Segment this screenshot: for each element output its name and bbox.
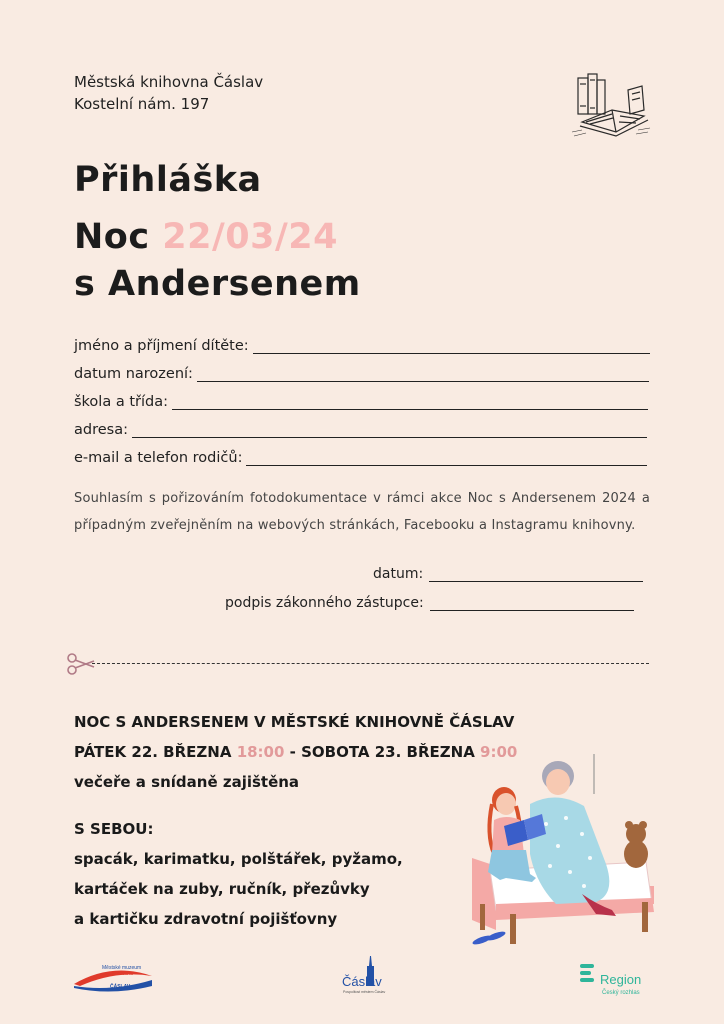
event-info: [74, 707, 517, 797]
field-label: škola a třída:: [74, 394, 168, 410]
caslav-logo: [340, 952, 392, 996]
field-label: adresa:: [74, 422, 128, 438]
event-schedule: [74, 737, 517, 767]
region-logo-text: Region: [600, 972, 642, 987]
bring-line: spacák, karimatku, polštářek, pyžamo,: [74, 850, 403, 868]
bring-heading: S SEBOU:: [74, 820, 154, 838]
end-day: SOBOTA 23. BŘEZNA: [301, 743, 475, 761]
meals-note: večeře a snídaně zajištěna: [74, 773, 300, 791]
start-time: 18:00: [236, 743, 285, 761]
field-school-class[interactable]: [74, 394, 648, 410]
signature-line[interactable]: [430, 596, 634, 611]
event-title-noc: Noc: [74, 217, 150, 257]
schedule-separator: -: [284, 743, 302, 761]
consent-text: Souhlasím s pořizováním fotodokumentace v rámci akce Noc s Andersenem 2024 a případným zveřejněním na webových stránkách, Facebooku a Instagramu knihovny.: [74, 491, 650, 533]
field-line[interactable]: [253, 339, 650, 354]
event-headline: NOC S ANDERSENEM V MĚSTSKÉ KNIHOVNĚ ČÁSLAV: [74, 713, 515, 731]
event-title: [74, 214, 361, 308]
guardian-signature-field[interactable]: [225, 595, 634, 611]
region-logo-sub: Český rozhlas: [602, 990, 640, 996]
field-line[interactable]: [246, 451, 647, 466]
museum-logo-line3: ČÁSLAV: [110, 984, 131, 990]
end-time: 9:00: [480, 743, 518, 761]
museum-logo-line1: Městské muzeum: [102, 965, 142, 971]
museum-logo-line2: Knihovna: [112, 971, 133, 977]
event-date: 22/03/24: [162, 217, 338, 257]
cut-line: [92, 663, 649, 664]
event-title-andersen: s Andersenem: [74, 264, 361, 304]
field-label: jméno a příjmení dítěte:: [74, 338, 249, 354]
bring-line: kartáček na zuby, ručník, přezůvky: [74, 880, 370, 898]
field-label: e-mail a telefon rodičů:: [74, 450, 243, 466]
date-line[interactable]: [429, 567, 643, 582]
bring-line: a kartičku zdravotní pojišťovny: [74, 910, 338, 928]
signature-label: podpis zákonného zástupce:: [225, 595, 424, 611]
scissors-icon: [64, 652, 96, 676]
bring-list: [74, 814, 403, 934]
start-day: PÁTEK 22. BŘEZNA: [74, 743, 232, 761]
field-label: datum narození:: [74, 366, 193, 382]
field-line[interactable]: [132, 423, 647, 438]
library-address: [74, 71, 263, 115]
library-street: Kostelní nám. 197: [74, 95, 210, 113]
caslav-logo-sub: Pospolitost městem Čáslav: [343, 990, 386, 994]
field-address[interactable]: [74, 422, 647, 438]
field-line[interactable]: [197, 367, 649, 382]
field-child-name[interactable]: [74, 338, 650, 354]
caslav-logo-text: Čáslav: [342, 974, 382, 989]
library-name: Městská knihovna Čáslav: [74, 73, 264, 91]
date-label: datum:: [373, 566, 424, 582]
field-birth-date[interactable]: [74, 366, 649, 382]
field-line[interactable]: [172, 395, 648, 410]
form-title: Přihláška: [74, 160, 262, 200]
date-signature-field[interactable]: [373, 566, 643, 582]
region-cesky-rozhlas-logo: [578, 962, 650, 996]
field-parent-contact[interactable]: [74, 450, 647, 466]
books-illustration: [572, 70, 652, 140]
reading-illustration: [466, 754, 662, 950]
museum-library-logo: [72, 962, 154, 992]
